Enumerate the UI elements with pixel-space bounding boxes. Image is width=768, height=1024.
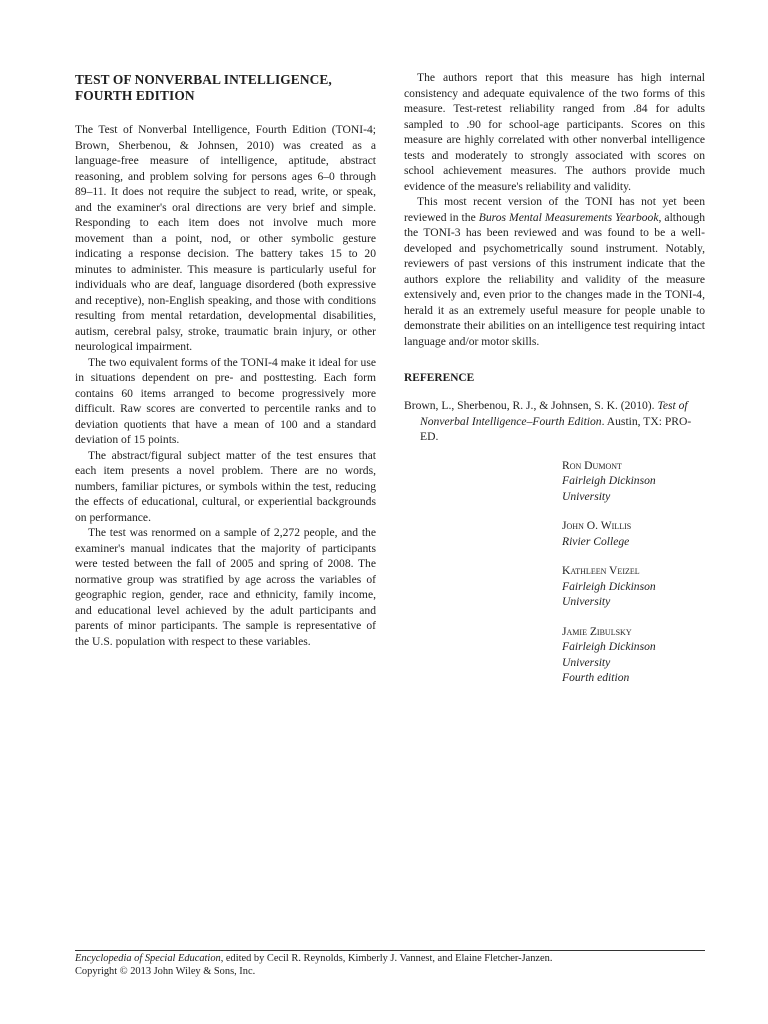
body-paragraph: The authors report that this measure has high internal consistency and adequate equivalence of the two forms of this measure. Test-retest reliability ranged from .84 for adults sampled to .90 for school-age participants. Scores on this measure are highly correlated with other nonverbal intelligence tests and moderately to strongly associated with scores on school achievement measures. The authors provide much evidence of the measure's reliability and validity. [404, 71, 705, 193]
right-column [404, 70, 705, 700]
body-paragraph: The two equivalent forms of the TONI-4 make it ideal for use in situations dependent on pre- and posttesting. Each form contains 60 items arranged to become progressively more difficult. Raw scores are converted to percentile ranks and to deviation quotients that have a mean of 100 and a standard deviation of 15 points. [75, 355, 376, 446]
text-run: Brown, L., Sherbenou, R. J., & Johnsen, S. K. (2010). [404, 399, 658, 412]
body-paragraph [404, 194, 705, 349]
body-paragraph: The test was renormed on a sample of 2,272 people, and the examiner's manual indicates that the majority of participants were tested between the fall of 2005 and spring of 2008. The normative group was stratified by age across the variables of geographic region, gender, race and ethnicity, family income, and educational level achieved by the adult participants and parents of minor participants. The sample is representative of the U.S. population with respect to these variables. [75, 526, 376, 648]
entry-title-line1: TEST OF NONVERBAL INTELLIGENCE, [75, 72, 332, 87]
footer-citation [75, 953, 705, 966]
entry-title-line2: FOURTH EDITION [75, 88, 195, 103]
author-name: Kathleen Veizel [562, 564, 640, 577]
text-run: This most recent version of the TONI has not yet been reviewed in the [404, 195, 705, 224]
italic-title: Buros Mental Measurements Yearbook [478, 210, 659, 224]
author-name: Jamie Zibulsky [562, 624, 632, 638]
italic-title: Test of Nonverbal Intelligence–Fourth Edition [420, 399, 688, 428]
left-column [75, 70, 376, 649]
book-title: Encyclopedia of Special Education [75, 953, 221, 964]
author-name: John O. Willis [562, 519, 632, 532]
author-affiliation: Fairleigh Dickinson University [562, 474, 656, 503]
entry-title [75, 72, 376, 104]
signature [562, 518, 705, 549]
body-paragraph: The abstract/figural subject matter of the test ensures that each item presents a novel problem. There are no words, numbers, familiar pictures, or symbols within the test, reducing the effects of educational, cultural, or experiential backgrounds on performance. [75, 448, 376, 524]
reference-entry [404, 398, 705, 445]
author-name: Ron Dumont [562, 458, 622, 472]
author-affiliation: Rivier College [562, 534, 630, 548]
text-run: , although the TONI-3 has been reviewed and was found to be a well-developed and psychometrically sound instrument. Notably, reviewers of past versions of this instrument indicate that the authors explore the reliability and validity of the measure extensively and, even prior to the changes made in the TONI-4, herald it as an extremely useful measure for people unable to demonstrate their abilities on an intelligence test requiring intact language and/or motor skills. [404, 210, 705, 348]
author-affiliation: Fairleigh Dickinson University [562, 579, 656, 608]
footer-copyright: Copyright © 2013 John Wiley & Sons, Inc. [75, 965, 256, 977]
signature [562, 458, 705, 505]
page-footer [75, 950, 705, 978]
author-signatures [562, 458, 705, 686]
reference-heading: REFERENCE [404, 372, 475, 384]
text-run: , edited by Cecil R. Reynolds, Kimberly J. Vannest, and Elaine Fletcher-Janzen. [220, 953, 553, 964]
edition-note: Fourth edition [562, 671, 630, 684]
author-affiliation: Fairleigh Dickinson University [562, 640, 656, 669]
signature [562, 563, 705, 610]
text-run: . Austin, TX: PRO-ED. [420, 414, 692, 443]
signature [562, 624, 705, 686]
body-paragraph: The Test of Nonverbal Intelligence, Fourth Edition (TONI-4; Brown, Sherbenou, & Johnsen, 2010) was created as a language-free measure of intelligence, aptitude, abstract reasoning, and problem solving for persons ages 6–0 through 89–11. It does not require the subject to read, write, or speak, and the examiner's oral directions are very brief and simple. Responding to each item does not involve much more movement than a point, nod, or other symbolic gesture indicating a response decision. The battery takes 15 to 20 minutes to administer. This measure is particularly useful for individuals who are deaf, language disordered (both expressive and receptive), non-English speaking, and those with conditions resulting from mental retardation, developmental disabilities, autism, cerebral palsy, stroke, traumatic brain injury, or other neurological impairment. [75, 123, 376, 353]
